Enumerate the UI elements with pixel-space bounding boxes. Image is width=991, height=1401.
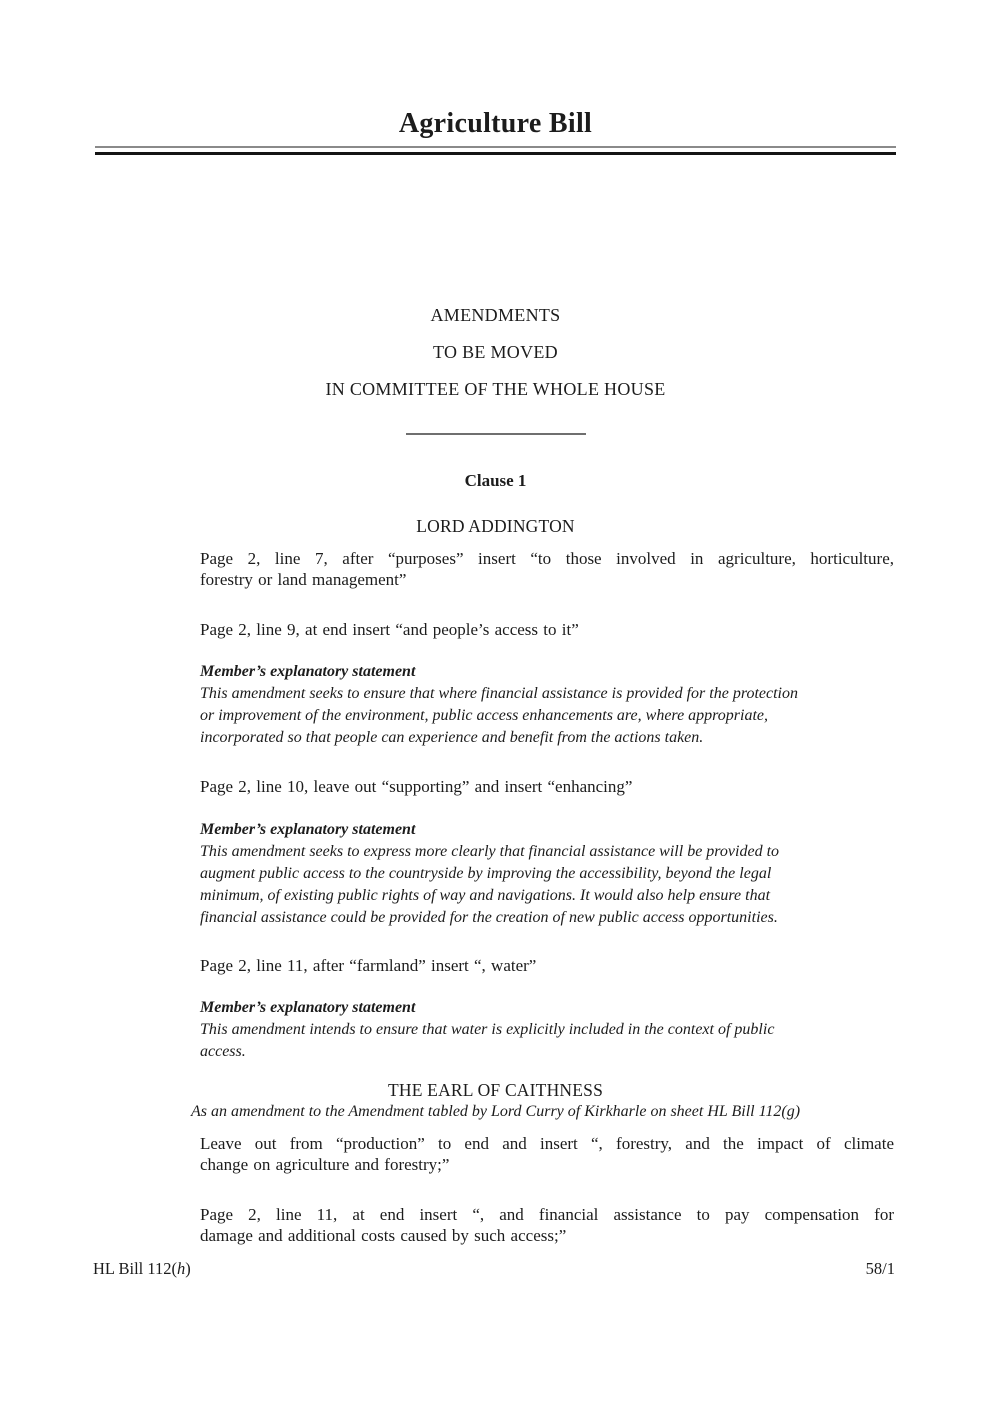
sponsor-heading-lord-addington: LORD ADDINGTON	[416, 516, 575, 536]
text-line: financial assistance could be provided for the creation of new public access opportunities.	[200, 909, 778, 926]
amendment-text	[200, 1204, 894, 1246]
amendment-text	[200, 619, 894, 640]
text-line: augment public access to the countryside by improving the accessibility, beyond the legal	[200, 865, 772, 882]
heading-line-amendments: AMENDMENTS	[430, 305, 561, 325]
heading-line-committee: IN COMMITTEE OF THE WHOLE HOUSE	[325, 379, 666, 399]
footer-bill-ref-suffix: )	[185, 1259, 191, 1278]
amendment-text	[200, 1133, 894, 1175]
explanatory-statement-text	[200, 683, 862, 749]
text-line: or improvement of the environment, public access enhancements are, where appropriate,	[200, 707, 769, 724]
text-line: forestry or land management”	[200, 570, 407, 589]
bill-title: Agriculture Bill	[398, 108, 593, 139]
text-line: access.	[200, 1043, 246, 1060]
text-line: Page 2, line 11, after “farmland” insert “, water”	[200, 956, 537, 975]
text-line: This amendment seeks to express more clearly that financial assistance will be provided to	[200, 843, 780, 860]
text-line: This amendment seeks to ensure that where financial assistance is provided for the protection	[200, 685, 798, 702]
amendment-text	[200, 548, 894, 590]
text-line: Page 2, line 7, after “purposes” insert “to those involved in agriculture, horticulture,	[200, 549, 894, 568]
footer-sheet-number: 58/1	[865, 1259, 895, 1278]
amendment-to-amendment-note: As an amendment to the Amendment tabled by Lord Curry of Kirkharle on sheet HL Bill 112(g)	[190, 1103, 801, 1120]
page-footer	[93, 1258, 895, 1280]
text-line: Page 2, line 10, leave out “supporting” and insert “enhancing”	[200, 777, 633, 796]
text-line: change on agriculture and forestry;”	[200, 1155, 450, 1174]
explanatory-statement-text	[200, 841, 862, 929]
footer-bill-ref-prefix: HL Bill 112(	[93, 1259, 178, 1278]
amendments-heading	[0, 305, 991, 400]
footer-bill-ref-italic: h	[177, 1259, 186, 1278]
explanatory-statement-heading: Member’s explanatory statement	[200, 821, 416, 838]
text-line: incorporated so that people can experience and benefit from the actions taken.	[200, 729, 704, 746]
explanatory-statement-heading: Member’s explanatory statement	[200, 999, 416, 1016]
explanatory-statement-text	[200, 1019, 862, 1063]
footer-bill-ref	[93, 1258, 191, 1280]
section-divider-rule	[406, 433, 586, 435]
sponsor-heading-earl-of-caithness: THE EARL OF CAITHNESS	[387, 1080, 603, 1100]
text-line: minimum, of existing public rights of way and navigations. It would also help ensure that	[200, 887, 771, 904]
amendment-text	[200, 776, 894, 797]
explanatory-statement-heading: Member’s explanatory statement	[200, 663, 416, 680]
clause-heading: Clause 1	[464, 471, 527, 490]
text-line: Page 2, line 11, at end insert “, and financial assistance to pay compensation for	[200, 1205, 894, 1224]
title-rule	[95, 146, 896, 155]
text-line: damage and additional costs caused by such access;”	[200, 1226, 567, 1245]
heading-line-to-be-moved: TO BE MOVED	[433, 342, 558, 362]
text-line: This amendment intends to ensure that water is explicitly included in the context of public	[200, 1021, 775, 1038]
text-line: Leave out from “production” to end and insert “, forestry, and the impact of climate	[200, 1134, 894, 1153]
text-line: Page 2, line 9, at end insert “and people’s access to it”	[200, 620, 579, 639]
amendment-text	[200, 955, 894, 976]
